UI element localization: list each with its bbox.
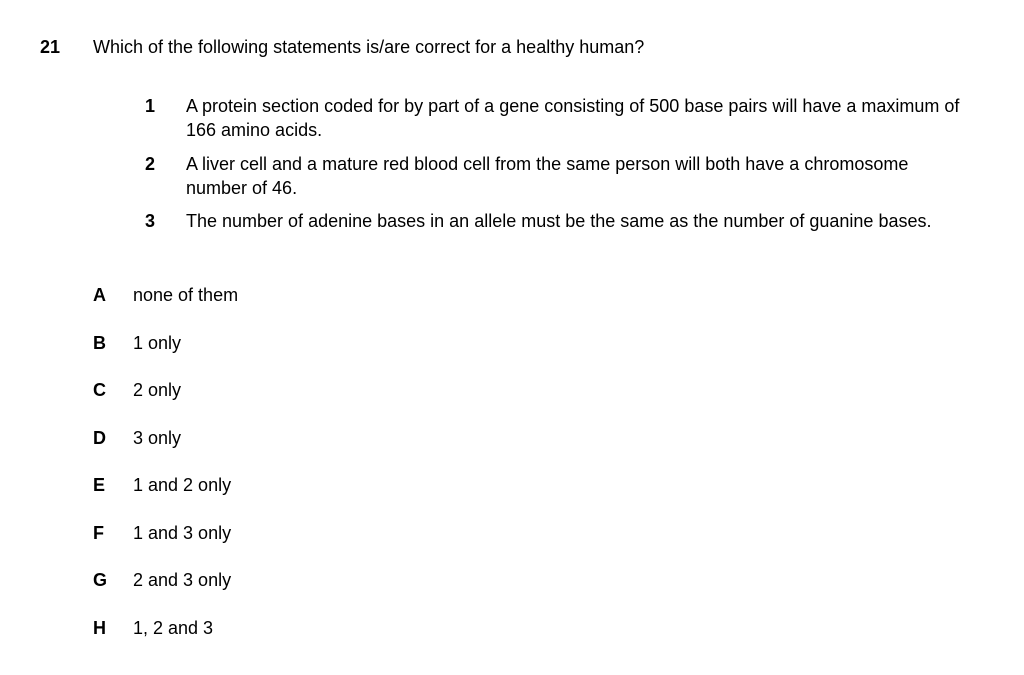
option-letter: G	[93, 570, 108, 590]
option-letter: C	[93, 380, 106, 400]
statement-number: 2	[145, 154, 156, 174]
option-text: 2 and 3 only	[133, 570, 232, 590]
option-letter: H	[93, 618, 106, 638]
statement-text: A protein section coded for by part of a gene consisting of 500 base pairs will have a maximum of 166 amino acids.	[186, 96, 960, 140]
option-text: 3 only	[133, 428, 182, 448]
option-text: 1 and 3 only	[133, 523, 232, 543]
statement-text: A liver cell and a mature red blood cell from the same person will both have a chromosome number of 46.	[186, 154, 909, 198]
statement-number: 1	[145, 96, 156, 116]
option-letter: F	[93, 523, 104, 543]
option-text: 1 and 2 only	[133, 475, 232, 495]
option-text: 1 only	[133, 333, 182, 353]
option-letter: E	[93, 475, 106, 495]
option-letter: B	[93, 333, 106, 353]
option-letter: A	[93, 285, 106, 305]
statement-text: The number of adenine bases in an allele must be the same as the number of guanine bases.	[186, 211, 932, 231]
question-number: 21	[40, 37, 61, 57]
option-text: 1, 2 and 3	[133, 618, 214, 638]
option-text: 2 only	[133, 380, 182, 400]
question-text: Which of the following statements is/are correct for a healthy human?	[93, 37, 645, 57]
option-letter: D	[93, 428, 106, 448]
option-text: none of them	[133, 285, 239, 305]
statement-number: 3	[145, 211, 156, 231]
